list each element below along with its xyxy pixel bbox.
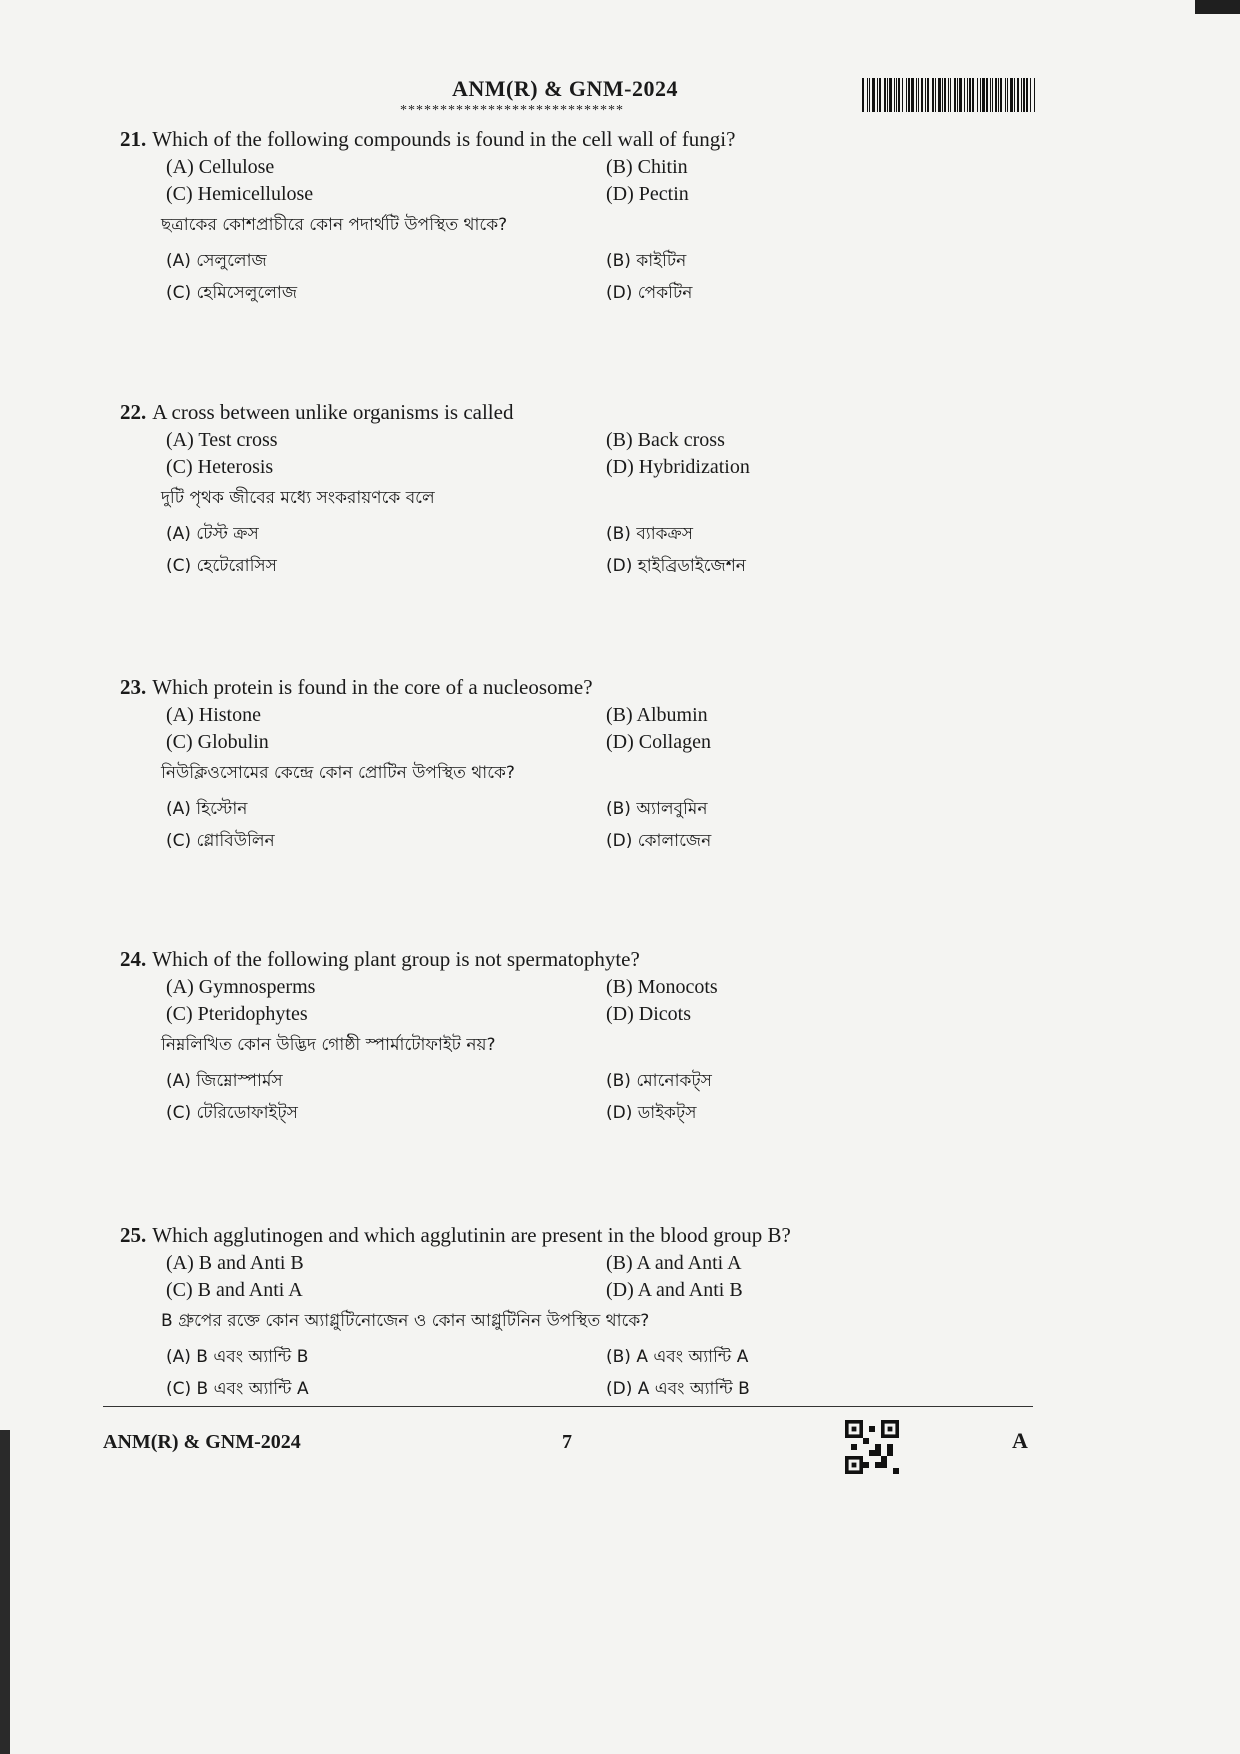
barcode-bar bbox=[977, 78, 978, 112]
option-d-bn: (D) ডাইকট্স bbox=[606, 1103, 697, 1123]
barcode-bar bbox=[1021, 78, 1022, 112]
option-a-bn: (A) জিম্নোস্পার্মস bbox=[166, 1071, 283, 1091]
option-a: (A) Cellulose bbox=[166, 156, 275, 178]
barcode-bar bbox=[950, 78, 951, 112]
question-text-bn: দুটি পৃথক জীবের মধ্যে সংকরায়ণকে বলে bbox=[161, 488, 435, 508]
barcode-bar bbox=[954, 78, 956, 112]
scan-edge-shadow bbox=[1195, 0, 1240, 14]
option-a: (A) Gymnosperms bbox=[166, 976, 316, 998]
barcode-bar bbox=[938, 78, 941, 112]
barcode-bar bbox=[887, 78, 888, 112]
barcode-bar bbox=[889, 78, 892, 112]
barcode-bar bbox=[967, 78, 968, 112]
barcode-bar bbox=[1023, 78, 1025, 112]
option-d-bn: (D) কোলাজেন bbox=[606, 831, 712, 851]
question-22 bbox=[120, 399, 1120, 583]
option-a: (A) B and Anti B bbox=[166, 1252, 304, 1274]
question-text-en bbox=[120, 674, 1120, 700]
barcode-bar bbox=[869, 78, 870, 112]
question-number: 25. bbox=[120, 1223, 147, 1247]
question-stem: Which of the following plant group is not spermatophyte? bbox=[152, 947, 640, 971]
scan-edge-shadow bbox=[0, 1430, 10, 1754]
option-d: (D) Dicots bbox=[606, 1003, 691, 1025]
option-b-bn: (B) অ্যালবুমিন bbox=[606, 799, 708, 819]
page-title: ANM(R) & GNM-2024 bbox=[452, 76, 678, 101]
option-b-bn: (B) কাইটিন bbox=[606, 251, 687, 271]
barcode-bar bbox=[986, 78, 988, 112]
option-c: (C) B and Anti A bbox=[166, 1279, 303, 1301]
option-b: (B) A and Anti A bbox=[606, 1252, 742, 1274]
question-stem: Which agglutinogen and which agglutinin are present in the blood group B? bbox=[152, 1223, 791, 1247]
barcode-bar bbox=[1007, 78, 1008, 112]
option-b: (B) Chitin bbox=[606, 156, 688, 178]
barcode-bar bbox=[935, 78, 936, 112]
option-c: (C) Hemicellulose bbox=[166, 183, 314, 205]
option-c-bn: (C) গ্লোবিউলিন bbox=[166, 831, 275, 851]
question-text-bn: নিউক্লিওসোমের কেন্দ্রে কোন প্রোটিন উপস্থিত থাকে? bbox=[161, 763, 515, 783]
barcode-bar bbox=[1026, 78, 1028, 112]
barcode-bar bbox=[932, 78, 934, 112]
barcode-bar bbox=[982, 78, 985, 112]
option-d-bn: (D) হাইব্রিডাইজেশন bbox=[606, 556, 746, 576]
barcode-bar bbox=[1017, 78, 1019, 112]
barcode-bar bbox=[918, 78, 919, 112]
barcode-bar bbox=[998, 78, 999, 112]
barcode-bar bbox=[908, 78, 910, 112]
qr-code-icon bbox=[845, 1420, 899, 1474]
barcode-bar bbox=[925, 78, 926, 112]
option-b: (B) Monocots bbox=[606, 976, 718, 998]
option-a-bn: (A) টেস্ট ক্রস bbox=[166, 524, 259, 544]
option-b: (B) Albumin bbox=[606, 704, 708, 726]
option-a-bn: (A) সেলুলোজ bbox=[166, 251, 267, 271]
question-text-bn: নিম্নলিখিত কোন উদ্ভিদ গোষ্ঠী স্পার্মাটোফাইট নয়? bbox=[161, 1035, 496, 1055]
option-a: (A) Test cross bbox=[166, 429, 278, 451]
question-23 bbox=[120, 674, 1120, 858]
barcode-bar bbox=[990, 78, 991, 112]
barcode-bar bbox=[877, 78, 878, 112]
barcode-bar bbox=[964, 78, 965, 112]
question-25 bbox=[120, 1222, 1120, 1406]
question-number: 24. bbox=[120, 947, 147, 971]
option-c: (C) Globulin bbox=[166, 731, 269, 753]
barcode-bar bbox=[1014, 78, 1015, 112]
footer-exam-name: ANM(R) & GNM-2024 bbox=[103, 1431, 301, 1453]
barcode-bar bbox=[948, 78, 949, 112]
option-b-bn: (B) A এবং অ্যান্টি A bbox=[606, 1347, 749, 1367]
question-number: 22. bbox=[120, 400, 147, 424]
barcode-bar bbox=[867, 78, 868, 112]
footer-divider bbox=[103, 1406, 1033, 1407]
barcode-bar bbox=[992, 78, 993, 112]
barcode-bar bbox=[1010, 78, 1013, 112]
option-c: (C) Pteridophytes bbox=[166, 1003, 308, 1025]
option-c-bn: (C) B এবং অ্যান্টি A bbox=[166, 1379, 309, 1399]
question-number: 21. bbox=[120, 127, 147, 151]
barcode-bar bbox=[916, 78, 917, 112]
question-text-en bbox=[120, 946, 1120, 972]
barcode-bar bbox=[1030, 78, 1031, 112]
option-d: (D) Hybridization bbox=[606, 456, 750, 478]
option-d-bn: (D) পেকটিন bbox=[606, 283, 693, 303]
barcode-bar bbox=[894, 78, 895, 112]
question-text-en bbox=[120, 126, 1120, 152]
barcode-bar bbox=[1005, 78, 1006, 112]
barcode-bar bbox=[969, 78, 971, 112]
barcode-bar bbox=[980, 78, 981, 112]
option-c: (C) Heterosis bbox=[166, 456, 274, 478]
question-text-bn: B গ্রুপের রক্তে কোন অ্যাগ্লুটিনোজেন ও কোন আগ্লুটিনিন উপস্থিত থাকে? bbox=[161, 1311, 650, 1331]
barcode-bar bbox=[957, 78, 958, 112]
option-d: (D) Pectin bbox=[606, 183, 689, 205]
barcode-bar bbox=[862, 78, 864, 112]
question-stem: A cross between unlike organisms is called bbox=[152, 400, 514, 424]
question-text-en bbox=[120, 1222, 1120, 1248]
barcode-bar bbox=[898, 78, 900, 112]
barcode-bar bbox=[944, 78, 946, 112]
page-number: 7 bbox=[562, 1431, 572, 1453]
barcode-bar bbox=[911, 78, 914, 112]
barcode-bar bbox=[959, 78, 962, 112]
option-b: (B) Back cross bbox=[606, 429, 725, 451]
barcode-bar bbox=[872, 78, 875, 112]
barcode-bar bbox=[1034, 78, 1035, 112]
barcode-bar bbox=[921, 78, 923, 112]
option-d: (D) A and Anti B bbox=[606, 1279, 743, 1301]
barcode-bar bbox=[884, 78, 886, 112]
option-a-bn: (A) B এবং অ্যান্টি B bbox=[166, 1347, 309, 1367]
question-stem: Which of the following compounds is found in the cell wall of fungi? bbox=[152, 127, 736, 151]
title-underline-stars: **************************** bbox=[400, 103, 624, 118]
option-c-bn: (C) টেরিডোফাইট্স bbox=[166, 1103, 298, 1123]
barcode-bar bbox=[972, 78, 974, 112]
barcode-bar bbox=[902, 78, 903, 112]
question-number: 23. bbox=[120, 675, 147, 699]
option-c-bn: (C) হেমিসেলুলোজ bbox=[166, 283, 298, 303]
question-text-en bbox=[120, 399, 1120, 425]
option-d: (D) Collagen bbox=[606, 731, 711, 753]
barcode-bar bbox=[995, 78, 997, 112]
barcode-bar bbox=[896, 78, 897, 112]
option-c-bn: (C) হেটেরোসিস bbox=[166, 556, 277, 576]
barcode-bar bbox=[906, 78, 907, 112]
option-b-bn: (B) মোনোকট্স bbox=[606, 1071, 712, 1091]
option-d-bn: (D) A এবং অ্যান্টি B bbox=[606, 1379, 750, 1399]
barcode-bar bbox=[1000, 78, 1002, 112]
question-24 bbox=[120, 946, 1120, 1130]
barcode-icon bbox=[862, 78, 1038, 112]
option-a-bn: (A) হিস্টোন bbox=[166, 799, 248, 819]
question-21 bbox=[120, 126, 1120, 310]
barcode-bar bbox=[927, 78, 929, 112]
barcode-bar bbox=[942, 78, 943, 112]
barcode-bar bbox=[879, 78, 881, 112]
question-text-bn: ছত্রাকের কোশপ্রাচীরে কোন পদার্থটি উপস্থিত থাকে? bbox=[161, 215, 508, 235]
question-stem: Which protein is found in the core of a nucleosome? bbox=[152, 675, 593, 699]
option-b-bn: (B) ব্যাকক্রস bbox=[606, 524, 693, 544]
option-a: (A) Histone bbox=[166, 704, 261, 726]
question-set-label: A bbox=[1012, 1428, 1028, 1453]
